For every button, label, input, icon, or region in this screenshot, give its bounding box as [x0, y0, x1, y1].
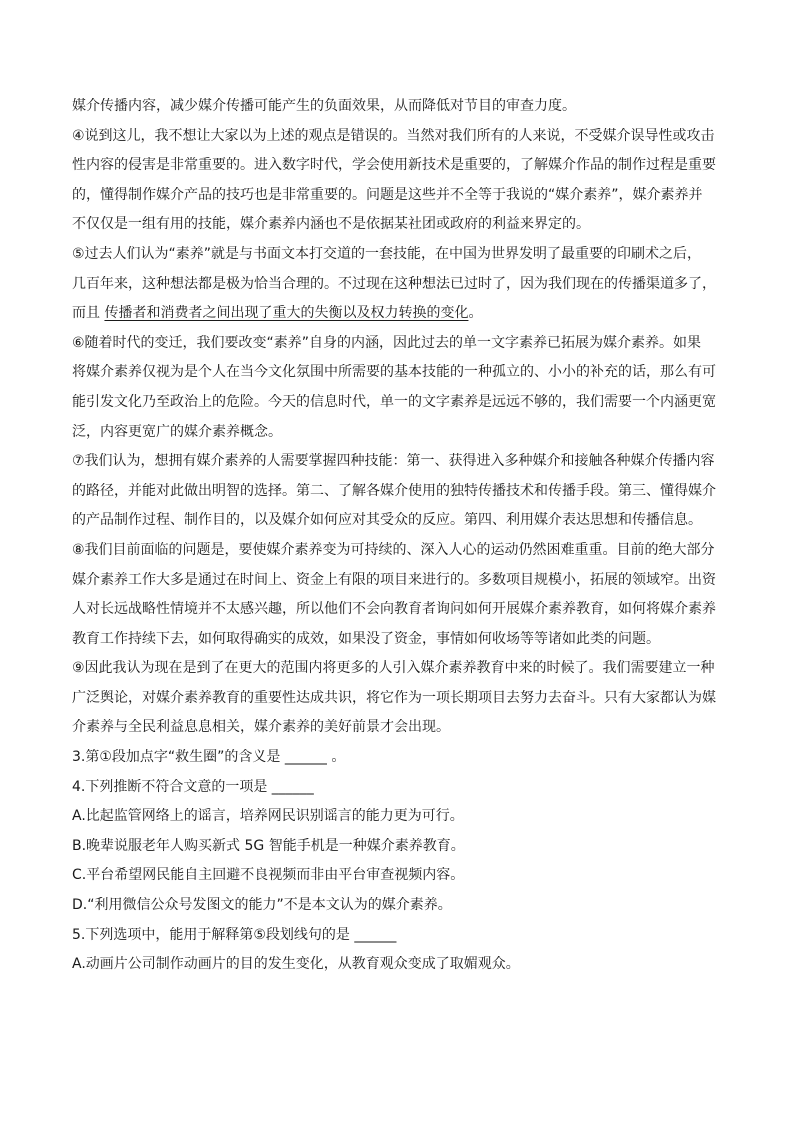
- question-4: 4.下列推断不符合文意的一项是 ______: [72, 778, 314, 795]
- text-line: 人对长远战略性情境并不太感兴趣，所以他们不会向教育者询问如何开展媒介素养教育，如何将媒介素养: [72, 601, 716, 618]
- text-line: 教育工作持续下去，如何取得确实的成效，如果没了资金，事情如何收场等等诸如此类的问题。: [72, 630, 660, 647]
- text-line: ⑨因此我认为现在是到了在更大的范围内将更多的人引入媒介素养教育中来的时候了。我们需要建立一种: [72, 660, 715, 677]
- text-line: 几百年来，这种想法都是极为恰当合理的。不过现在这种想法已过时了，因为我们现在的传播渠道多了，: [72, 275, 716, 292]
- text-line: 泛，内容更宽广的媒介素养概念。: [72, 423, 282, 440]
- text-line: 的，懂得制作媒介产品的技巧也是非常重要的。问题是这些并不全等于我说的“媒介素养”，媒介素养并: [72, 186, 703, 203]
- option-a: A.比起监管网络上的谣言，培养网民识别谣言的能力更为可行。: [72, 808, 464, 825]
- text-line: ⑤过去人们认为“素养”就是与书面文本打交道的一套技能，在中国为世界发明了最重要的印刷术之后，: [72, 245, 702, 262]
- text-line: 媒介传播内容，减少媒介传播可能产生的负面效果，从而降低对节目的审查力度。: [72, 98, 576, 114]
- question-3: 3.第①段加点字“救生圈”的含义是 ______ 。: [72, 749, 346, 766]
- option-d: D.“利用微信公众号发图文的能力”不是本文认为的媒介素养。: [72, 897, 452, 914]
- text-line: 性内容的侵害是非常重要的。进入数字时代，学会使用新技术是重要的，了解媒介作品的制作过程是重要: [72, 157, 716, 174]
- option-a: A.动画片公司制作动画片的目的发生变化，从教育观众变成了取媚观众。: [72, 956, 520, 973]
- text-line-suffix: 。: [468, 305, 483, 322]
- text-line: 将媒介素养仅视为是个人在当今文化氛围中所需要的基本技能的一种孤立的、小小的补充的话，那么有可: [72, 364, 716, 381]
- question-5: 5.下列选项中，能用于解释第⑤段划线句的是 ______: [72, 926, 397, 943]
- text-line: 介素养与全民利益息息相关，媒介素养的美好前景才会出现。: [72, 719, 450, 736]
- text-line: ④说到这儿，我不想让大家以为上述的观点是错误的。当然对我们所有的人来说，不受媒介误导性或攻击: [72, 127, 715, 144]
- option-b: B.晚辈说服老年人购买新式 5G 智能手机是一种媒介素养教育。: [72, 837, 465, 854]
- text-line: 媒介素养工作大多是通过在时间上、资金上有限的项目来进行的。多数项目规模小，拓展的领域窄。出资: [72, 571, 716, 588]
- text-line: ⑧我们目前面临的问题是，要使媒介素养变为可持续的、深入人心的运动仍然困难重重。目前的绝大部分: [72, 541, 715, 558]
- underlined-sentence: 传播者和消费者之间出现了重大的失衡以及权力转换的变化: [104, 305, 469, 322]
- option-c: C.平台希望网民能自主回避不良视频而非由平台审查视频内容。: [72, 867, 465, 884]
- document-page: [72, 98, 720, 986]
- text-line: 的路径，并能对此做出明智的选择。第二、了解各媒介使用的独特传播技术和传播手段。第三、懂得媒介: [72, 482, 716, 499]
- text-line-underlined: [72, 305, 720, 321]
- text-line: 广泛舆论，对媒介素养教育的重要性达成共识，将它作为一项长期项目去努力去奋斗。只有大家都认为媒: [72, 689, 716, 706]
- text-line: 能引发文化乃至政治上的危险。今天的信息时代，单一的文字素养是远远不够的，我们需要一个内涵更宽: [72, 393, 716, 410]
- text-line-prefix: 而且: [72, 305, 105, 322]
- text-line: 的产品制作过程、制作目的，以及媒介如何应对其受众的反应。第四、利用媒介表达思想和传播信息。: [72, 512, 702, 529]
- text-line: 不仅仅是一组有用的技能，媒介素养内涵也不是依据某社团或政府的利益来界定的。: [72, 216, 590, 233]
- text-line: ⑥随着时代的变迁，我们要改变“素养”自身的内涵，因此过去的单一文字素养已拓展为媒介素养。如果: [72, 334, 702, 351]
- text-line: ⑦我们认为，想拥有媒介素养的人需要掌握四种技能：第一、获得进入多种媒介和接触各种媒介传播内容: [72, 453, 715, 470]
